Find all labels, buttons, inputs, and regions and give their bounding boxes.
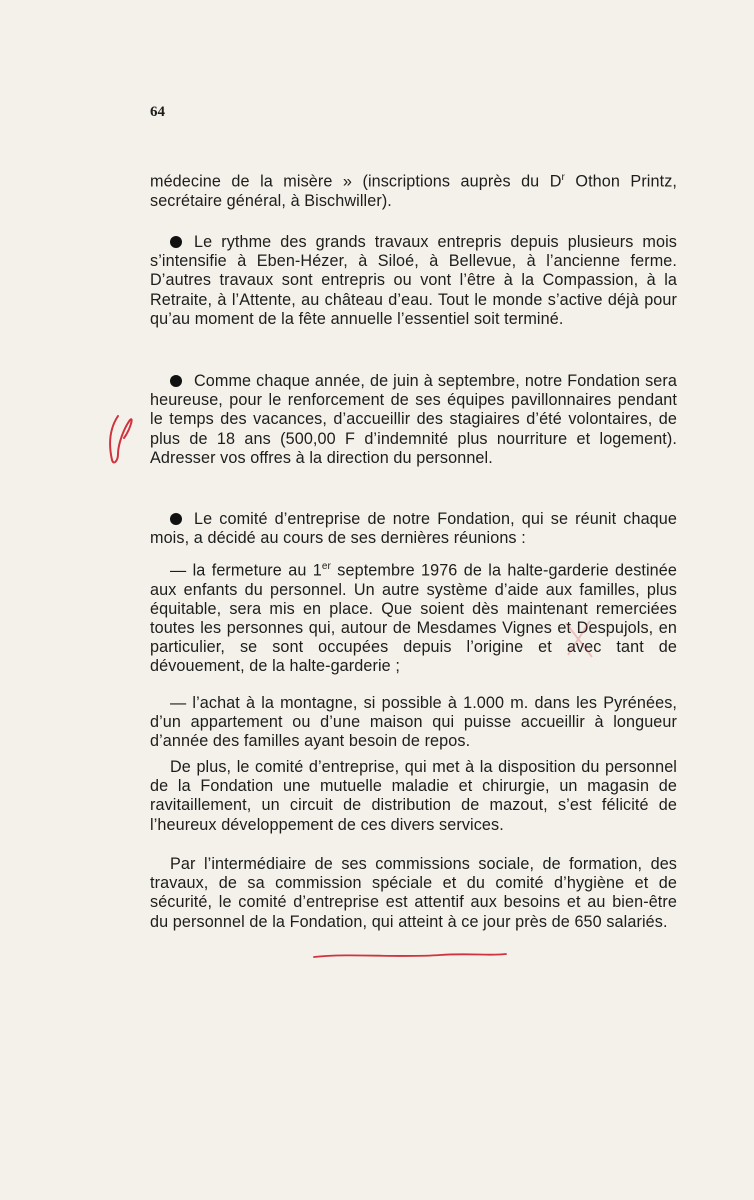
paragraph-travaux xyxy=(150,233,677,329)
bullet-icon xyxy=(170,375,182,387)
text-run: Othon Printz, secrétaire général, à Bischwiller). xyxy=(150,172,677,210)
paragraph-continuation xyxy=(150,168,677,211)
bleed-through-mark-icon xyxy=(560,615,600,665)
text-run: médecine de la misère » (inscriptions auprès du D xyxy=(150,172,562,191)
text-run: — l’achat à la montagne, si possible à 1.000 m. dans les Pyrénées, d’un appartement ou d’une maison qui puisse accueillir à longueur d’année des familles ayant besoin de repos. xyxy=(150,694,677,751)
text-run: Le comité d’entreprise de notre Fondation, qui se réunit chaque mois, a décidé au cours de ses dernières réunions : xyxy=(150,510,677,548)
page-number: 64 xyxy=(150,104,165,120)
handwritten-margin-mark-icon xyxy=(100,410,140,470)
text-run: Comme chaque année, de juin à septembre, notre Fondation sera heureuse, pour le renforcement de ses équipes pavillonnaires pendant le temps des vacances, d’accueillir des stagiaires d’été volontaires, de plus de 18 ans (500,00 F d’indemnité plus nourriture et logement). Adresser vos offres à la direction du personnel. xyxy=(150,372,677,467)
paragraph-services xyxy=(150,758,677,835)
paragraph-comite xyxy=(150,510,677,548)
paragraph-stagiaires xyxy=(150,372,677,468)
text-run: — la fermeture au 1 xyxy=(170,561,322,580)
paragraph-montagne xyxy=(150,694,677,752)
text-run: Le rythme des grands travaux entrepris depuis plusieurs mois s’intensifie à Eben-Hézer, à Siloé, à Bellevue, à l’ancienne ferme. D’autres travaux sont entrepris ou vont l’être à la Compassion, à la Retraite, à l’Attente, au château d’eau. Tout le monde s’active déjà pour qu’au moment de la fête annuelle l’essentiel soit terminé. xyxy=(150,233,677,328)
text-run: De plus, le comité d’entreprise, qui met à la disposition du personnel de la Fondation une mutuelle maladie et chirurgie, un magasin de ravitaillement, un circuit de distribution de mazout, s’est félicité de l’heureux développement de ces divers services. xyxy=(150,758,677,834)
handwritten-underline-icon xyxy=(310,948,510,962)
text-run: septembre 1976 de la halte-garderie destinée aux enfants du personnel. Un autre système d’aide aux familles, plus équitable, sera mis en place. Que soient dès maintenant remerciées toutes les personnes qui, autour de Mesdames Vignes et Despujols, en particulier, se sont occupées depuis l’origine et avec tant de dévouement, de la halte-garderie ; xyxy=(150,561,677,676)
text-run: Par l’intermédiaire de ses commissions sociale, de formation, des travaux, de sa commission spéciale et du comité d’hygiène et de sécurité, le comité d’entreprise est attentif aux besoins et au bien-être du personnel de la Fondation, qui atteint à ce jour près de 650 salariés. xyxy=(150,855,677,931)
paragraph-commissions xyxy=(150,855,677,932)
bullet-icon xyxy=(170,513,182,525)
superscript: er xyxy=(321,561,331,572)
bullet-icon xyxy=(170,236,182,248)
superscript: r xyxy=(561,172,565,183)
